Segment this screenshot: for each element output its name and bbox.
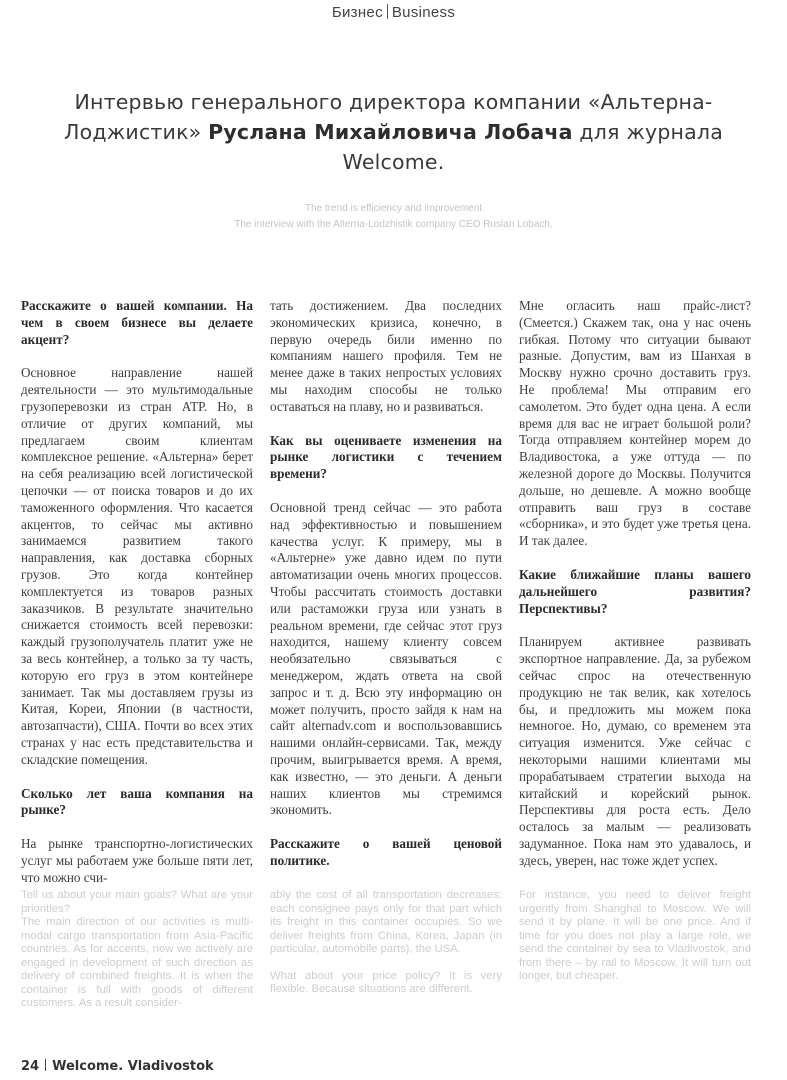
magazine-name: Welcome. Vladivostok xyxy=(52,1059,214,1074)
article-title xyxy=(30,87,757,177)
english-paragraph: What about your price policy? It is very flexible. Because situations are different. xyxy=(270,969,502,995)
subtitle-line: The trend is efficiency and improvement xyxy=(304,203,483,214)
russian-column-1 xyxy=(21,298,253,904)
answer: Основное направление нашей деятельности — это мультимодальные грузоперевозки из стран АТР. Но, в отличие от других компаний, мы предлагаем своим клиентам комплексное решение. «Альтерна» берет на себя реализацию всей логистической цепочки — от поиска товаров и до их таможенного оформления. Что касается акцентов, то сейчас мы активно занимаемся развитием такого направления, как доставка сборных грузов. Это когда контейнер комплектуется из товаров разных заказчиков. В результате значительно снижается стоимость всей перевозки: каждый грузополучатель платит уже не за весь контейнер, а только за ту часть, которую его груз в этом контейнере занимает. Так мы доставляем грузы из Китая, Кореи, Японии (в частности, автозапчасти), США. Почти во всех этих странах у нас есть представительства и складские помещения. xyxy=(21,365,253,767)
footer-divider xyxy=(45,1059,46,1071)
russian-column-2 xyxy=(270,298,502,887)
answer: На рынке транспортно-логистических услуг мы работаем уже больше пяти лет, что можно счи- xyxy=(21,836,253,885)
title-name: Руслана Михайловича Лобача xyxy=(208,120,573,144)
header-divider xyxy=(387,4,388,19)
subtitle-line: The interview with the Alterna-Lodzhistik company CEO Ruslan Lobach. xyxy=(234,219,553,230)
title-part1: Интервью генерального директора компании «Альтерна-Лоджистик» xyxy=(64,90,713,144)
question: Как вы оцениваете изменения на рынке логистики с течением времени? xyxy=(270,432,502,482)
question: Сколько лет ваша компания на рынке? xyxy=(21,785,253,818)
english-column-3 xyxy=(519,889,751,997)
english-paragraph: Tell us about your main goals? What are your priorities? xyxy=(21,889,253,915)
question: Расскажите о вашей компании. На чем в своем бизнесе вы делаете акцент? xyxy=(21,298,253,347)
title-part2: для журнала Welcome. xyxy=(342,120,723,174)
english-paragraph: For instance, you need to deliver freight urgently from Shanghai to Moscow. We will send it by plane. It will be one price. And if time for you does not play a large role, we send the container by sea to Vladivostok, and from there – by rail to Moscow. It will turn out longer, but cheaper. xyxy=(519,889,751,982)
answer: Мне огласить наш прайс-лист? (Смеется.) Скажем так, она у нас очень гибкая. Потому что ситуации бывают разные. Допустим, вам из Шанхая в Москву нужно срочно доставить груз. Не проблема! Мы отправим его самолетом. Это будет одна цена. А если время для вас не играет большой роли? Тогда отправляем контейнер морем до Владивостока, а уже оттуда — по железной дороге до Москвы. Получится дольше, но дешевле. А можно вообще отправить ваш груз в составе «сборника», и это будет уже третья цена. И так далее. xyxy=(519,298,751,549)
answer: Основной тренд сейчас — это работа над эффективностью и повышением качества услуг. К примеру, мы в «Альтерне» уже давно идем по пути автоматизации очень многих процессов. Чтобы рассчитать стоимость доставки или растаможки груза или узнать в реальном времени, где сейчас этот груз находится, нашему клиенту совсем необязательно связываться с менеджером, ждать ответа на свой запрос и т. д. Всю эту информацию он может получить, просто зайдя к нам на сайт alternadv.com и воспользовавшись нашими онлайн-сервисами. Так, между прочим, выигрывается время. А время, как известно, — это деньги. А деньги наших клиентов мы стремимся экономить. xyxy=(270,499,502,818)
english-column-1 xyxy=(21,889,253,1024)
english-column-2 xyxy=(270,889,502,1010)
question: Какие ближайшие планы вашего дальнейшего развития? Перспективы? xyxy=(519,566,751,616)
answer: тать достижением. Два последних экономических кризиса, конечно, в первую очередь били именно по компаниям нашего профиля. Тем не менее даже в таких непростых условиях мы находим способы не только оставаться на плаву, но и развиваться. xyxy=(270,298,502,414)
english-paragraph: The main direction of our activities is multi-modal cargo transportation from Asia-Pacific countries. As for accents, now we actively are engaged in development of such direction as delivery of combined freights. It is when the container is full with goods of different customers. As a result consider- xyxy=(21,916,253,1009)
question: Расскажите о вашей ценовой политике. xyxy=(270,836,502,868)
section-header xyxy=(0,4,787,21)
page-number: 24 xyxy=(21,1059,40,1074)
section-label-en: Business xyxy=(391,4,456,21)
english-paragraph: ably the cost of all transportation decreases: each consignee pays only for that part which its freight in this container occupies. So we deliver freights from China, Korea, Japan (in particular, automobile parts), the USA. xyxy=(270,889,502,955)
section-label-ru: Бизнес xyxy=(331,4,383,21)
russian-column-3 xyxy=(519,298,751,887)
page-footer xyxy=(21,1059,214,1074)
answer: Планируем активнее развивать экспортное направление. Да, за рубежом сейчас спрос на отечественную продукцию не так велик, как хотелось бы, и предложить мы можем пока немногое. Но, думаю, со временем эта ситуация изменится. Уже сейчас с некоторыми нашими клиентами мы прорабатываем стратегии выхода на китайский и корейский рынок. Перспективы для роста есть. Дело осталось за малым — реализовать задуманное. Пока нам это удавалось, и здесь, уверен, нас тоже ждет успех. xyxy=(519,634,751,868)
english-subtitle xyxy=(0,201,787,233)
